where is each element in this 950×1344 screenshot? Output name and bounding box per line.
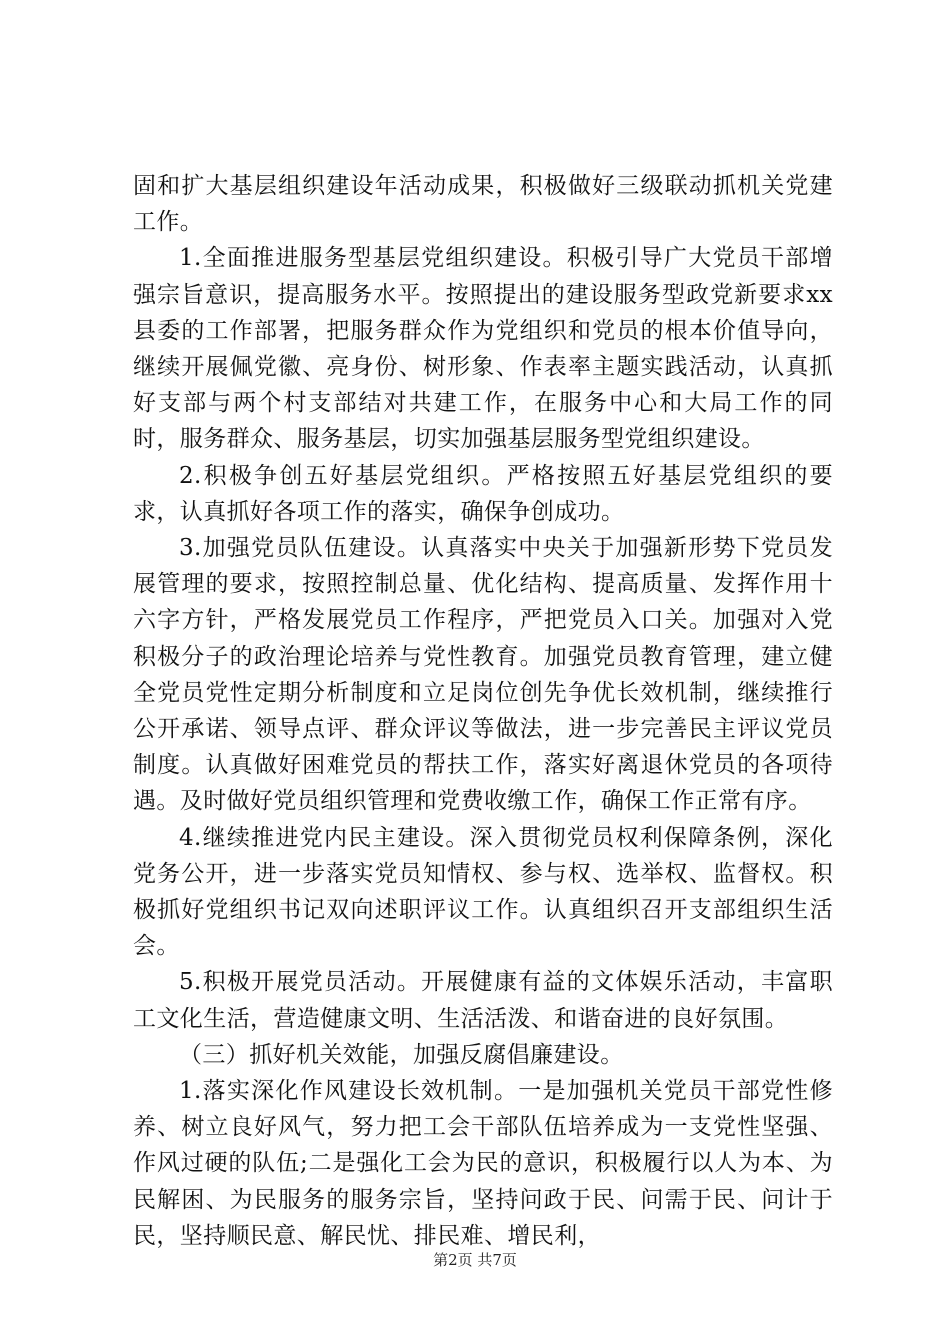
paragraph-item-2: 2.积极争创五好基层党组织。严格按照五好基层党组织的要求，认真抓好各项工作的落实，确保争创成功。 — [133, 462, 833, 525]
section-heading-3: （三）抓好机关效能，加强反腐倡廉建设。 — [179, 1041, 624, 1068]
document-body — [133, 168, 833, 1254]
paragraph-item-1: 1.全面推进服务型基层党组织建设。积极引导广大党员干部增强宗旨意识，提高服务水平。按照提出的建设服务型政党新要求xx县委的工作部署，把服务群众作为党组织和党员的根本价值导向，继续开展佩党徽、亮身份、树形象、作表率主题实践活动，认真抓好支部与两个村支部结对共建工作，在服务中心和大局工作的同时，服务群众、服务基层，切实加强基层服务型党组织建设。 — [133, 245, 833, 453]
paragraph-item-5: 5.积极开展党员活动。开展健康有益的文体娱乐活动，丰富职工文化生活，营造健康文明、生活活泼、和谐奋进的良好氛围。 — [133, 969, 833, 1032]
page-number: 第2页 共7页 — [433, 1251, 517, 1269]
paragraph-section3-item-1: 1.落实深化作风建设长效机制。一是加强机关党员干部党性修养、树立良好风气，努力把工会干部队伍培养成为一支党性坚强、作风过硬的队伍;二是强化工会为民的意识，积极履行以人为本、为民解困、为民服务的服务宗旨，坚持问政于民、问需于民、问计于民，坚持顺民意、解民忧、排民难、增民利， — [133, 1078, 833, 1249]
page-footer — [0, 1250, 950, 1270]
paragraph-continuation: 固和扩大基层组织建设年活动成果，积极做好三级联动抓机关党建工作。 — [133, 173, 833, 236]
paragraph-item-3: 3.加强党员队伍建设。认真落实中央关于加强新形势下党员发展管理的要求，按照控制总量、优化结构、提高质量、发挥作用十六字方针，严格发展党员工作程序，严把党员入口关。加强对入党积极分子的政治理论培养与党性教育。加强党员教育管理，建立健全党员党性定期分析制度和立足岗位创先争优长效机制，继续推行公开承诺、领导点评、群众评议等做法，进一步完善民主评议党员制度。认真做好困难党员的帮扶工作，落实好离退休党员的各项待遇。及时做好党员组织管理和党费收缴工作，确保工作正常有序。 — [133, 535, 833, 815]
paragraph-item-4: 4.继续推进党内民主建设。深入贯彻党员权利保障条例，深化党务公开，进一步落实党员知情权、参与权、选举权、监督权。积极抓好党组织书记双向述职评议工作。认真组织召开支部组织生活会。 — [133, 824, 833, 960]
